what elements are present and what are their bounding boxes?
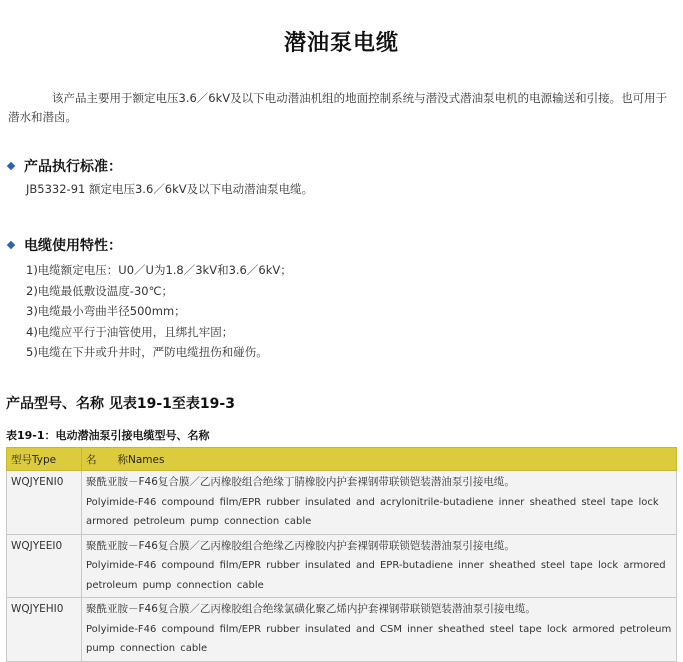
table-row: [7, 598, 677, 662]
column-header-names: 名 称Names: [82, 448, 677, 471]
feature-item: 5)电缆在下井或升井时，严防电缆扭伤和碰伤。: [26, 345, 268, 359]
models-heading: 产品型号、名称 见表19-1至表19-3: [6, 396, 235, 412]
features-section-heading: [8, 235, 122, 255]
feature-item: 2)电缆最低敷设温度-30℃；: [26, 283, 174, 298]
standard-heading-text: 产品执行标准：: [24, 159, 122, 175]
feature-item: 1)电缆额定电压：U0／U为1.8／3kV和3.6／6kV；: [26, 263, 292, 277]
model-name-en: Polyimide-F46 compound film/EPR rubber insulated and EPR-butadiene inner sheathed steel tape lock armored petroleum pump connection cable: [86, 560, 666, 591]
standard-text: JB5332-91 额定电压3.6／6kV及以下电动潜油泵电缆。: [26, 182, 314, 196]
model-code: WQJYEHI0: [7, 598, 82, 662]
column-header-type: 型号Type: [7, 448, 82, 471]
model-code: WQJYENI0: [7, 471, 82, 535]
model-code: WQJYEEI0: [7, 534, 82, 598]
model-table: [6, 447, 677, 662]
diamond-bullet-icon: [7, 241, 15, 249]
model-name-cn: 聚酰亚胺－F46复合膜／乙丙橡胶组合绝缘丁腈橡胶内护套裸钢带联锁铠装潜油泵引接电缆。: [86, 476, 515, 488]
model-name-en: Polyimide-F46 compound film/EPR rubber insulated and acrylonitrile-butadiene inner sheathed steel tape lock armored petroleum pump connection cable: [86, 496, 659, 527]
table-caption: 表19-1：电动潜油泵引接电缆型号、名称: [6, 429, 210, 442]
feature-item: 3)电缆最小弯曲半径500mm；: [26, 304, 186, 318]
model-name-cn: 聚酰亚胺－F46复合膜／乙丙橡胶组合绝缘氯磺化聚乙烯内护套裸钢带联锁铠装潜油泵引接电缆。: [86, 603, 536, 615]
table-row: [7, 534, 677, 598]
model-name: [82, 534, 677, 598]
model-name-en: Polyimide-F46 compound film/EPR rubber insulated and CSM inner sheathed steel tape lock armored petroleum pump connection cable: [86, 623, 672, 654]
feature-item: 4)电缆应平行于油管使用，且绑扎牢固；: [26, 324, 234, 339]
intro-paragraph: 该产品主要用于额定电压3.6／6kV及以下电动潜油机组的地面控制系统与潜没式潜油泵电机的电源输送和引接。也可用于潜水和潜卤。: [8, 91, 668, 124]
diamond-bullet-icon: [7, 162, 15, 170]
model-name: [82, 598, 677, 662]
table-row: [7, 471, 677, 535]
page-title: 潜油泵电缆: [283, 31, 399, 56]
features-list: [26, 260, 292, 363]
standard-section-heading: [8, 156, 122, 176]
table-header-row: [7, 448, 677, 471]
features-heading-text: 电缆使用特性：: [24, 238, 122, 254]
model-name: [82, 471, 677, 535]
model-name-cn: 聚酰亚胺－F46复合膜／乙丙橡胶组合绝缘乙丙橡胶内护套裸钢带联锁铠装潜油泵引接电缆。: [86, 539, 515, 552]
